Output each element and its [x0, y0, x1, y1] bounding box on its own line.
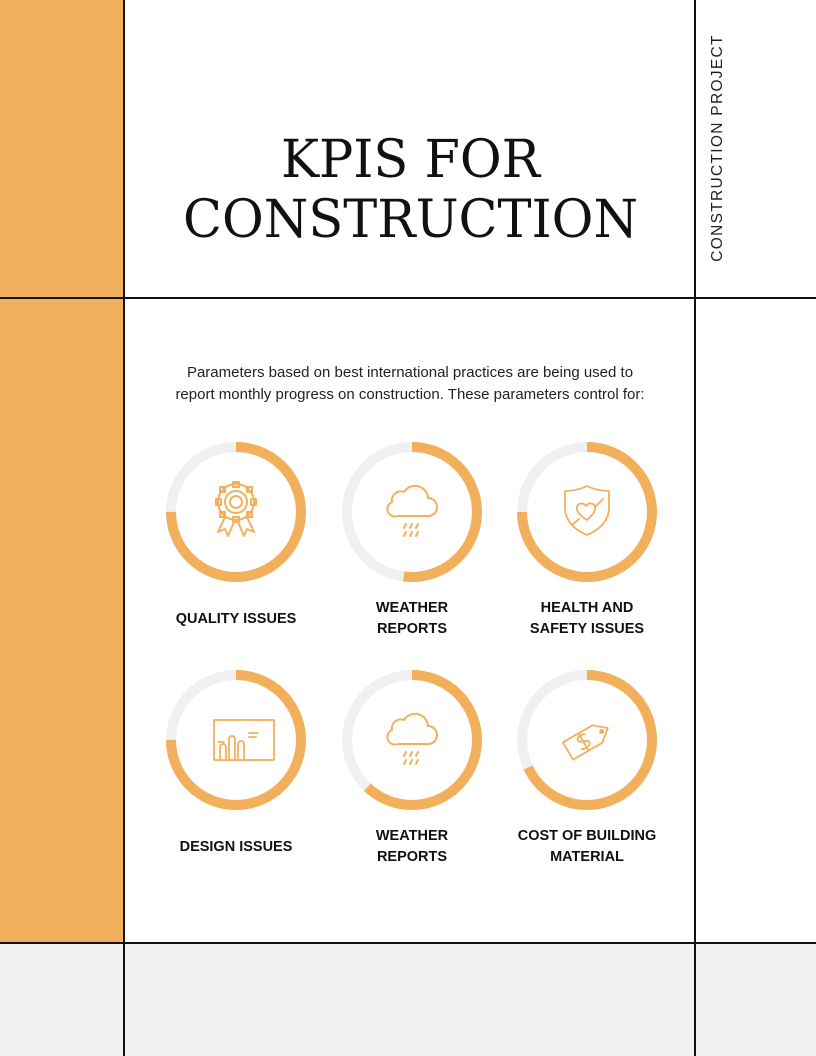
rain-cloud-icon	[387, 486, 437, 536]
title-line-2: CONSTRUCTION	[182, 190, 639, 250]
progress-ring	[164, 668, 308, 812]
grid-line-bottom	[0, 942, 816, 944]
side-label-cell	[697, 0, 739, 298]
kpi-card-design-issues	[148, 668, 324, 855]
kpi-label	[499, 826, 675, 868]
kpi-label-line-2: SAFETY ISSUES	[529, 621, 645, 637]
orange-accent-column	[0, 0, 124, 943]
kpi-label	[324, 826, 500, 868]
kpi-label-line-2: MATERIAL	[550, 849, 624, 865]
kpi-label-line-1: WEATHER	[375, 828, 449, 844]
shield-heart-icon	[565, 486, 609, 535]
title-line-1: KPIS FOR	[280, 130, 541, 190]
kpi-label-line-1: COST OF BUILDING	[517, 828, 657, 844]
progress-ring	[340, 440, 484, 584]
progress-ring	[340, 668, 484, 812]
kpi-label-line-2: REPORTS	[376, 621, 448, 637]
kpi-card-weather-reports	[324, 440, 500, 637]
kpi-card-weather-reports-2	[324, 668, 500, 865]
award-ribbon-icon	[216, 482, 256, 536]
progress-ring	[515, 668, 659, 812]
progress-ring	[515, 440, 659, 584]
kpi-label-line-1: DESIGN ISSUES	[179, 838, 293, 855]
kpi-label	[324, 598, 500, 640]
kpi-label-line-1: HEALTH AND	[540, 600, 634, 616]
kpi-label	[148, 826, 324, 868]
side-label: CONSTRUCTION PROJECT	[709, 34, 726, 262]
chart-board-icon	[214, 720, 274, 760]
price-tag-icon	[563, 719, 613, 759]
intro-line-2: report monthly progress on construction. These parameters control for:	[175, 386, 645, 403]
kpi-label-line-1: QUALITY ISSUES	[175, 610, 297, 627]
kpi-label-line-2: REPORTS	[376, 849, 448, 865]
rain-cloud-icon	[387, 714, 437, 764]
kpi-card-health-safety	[499, 440, 675, 637]
intro-line-1: Parameters based on best international practices are being used to	[186, 364, 634, 381]
kpi-label-line-1: WEATHER	[375, 600, 449, 616]
kpi-card-quality-issues	[148, 440, 324, 627]
kpi-label	[499, 598, 675, 640]
grid-line-left	[123, 0, 125, 1056]
page-title	[132, 130, 690, 250]
intro-paragraph	[140, 362, 680, 406]
progress-ring	[164, 440, 308, 584]
grid-line-right	[694, 0, 696, 1056]
grid-line-top	[0, 297, 816, 299]
kpi-label	[148, 598, 324, 640]
kpi-card-building-material-cost	[499, 668, 675, 865]
